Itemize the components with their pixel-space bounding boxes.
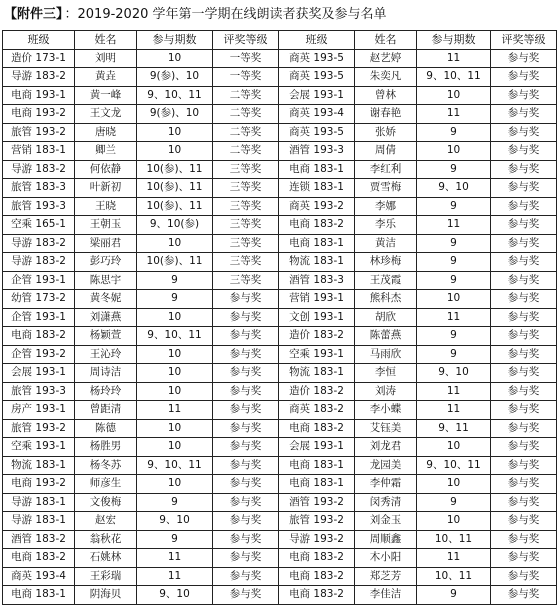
cell-issues: 9、10、11 [137,86,213,105]
cell-name: 李娜 [355,197,417,216]
cell-name: 文俊梅 [75,493,137,512]
cell-issues: 9(参)、10 [137,105,213,124]
cell-award: 参与奖 [491,493,557,512]
cell-class: 导游 193-2 [279,530,355,549]
cell-class: 文创 193-1 [279,308,355,327]
cell-name: 彭巧玲 [75,253,137,272]
cell-award: 参与奖 [491,49,557,68]
cell-name: 陈德 [75,419,137,438]
cell-name: 黄一峰 [75,86,137,105]
cell-issues: 9 [417,327,491,346]
cell-award: 参与奖 [491,475,557,494]
cell-class: 导游 183-2 [3,234,75,253]
cell-award: 参与奖 [491,123,557,142]
table-row [3,123,557,142]
cell-name: 何依静 [75,160,137,179]
cell-name: 王朝玉 [75,216,137,235]
cell-award: 三等奖 [213,197,279,216]
cell-award: 二等奖 [213,86,279,105]
cell-class: 物流 183-1 [279,253,355,272]
cell-issues: 9 [137,290,213,309]
cell-award: 三等奖 [213,234,279,253]
cell-award: 参与奖 [213,475,279,494]
cell-class: 电商 183-2 [3,327,75,346]
cell-name: 胡欣 [355,308,417,327]
cell-class: 电商 183-2 [279,567,355,586]
cell-issues: 10(参)、11 [137,253,213,272]
cell-name: 唐晓 [75,123,137,142]
cell-issues: 9 [417,493,491,512]
cell-name: 周诗洁 [75,364,137,383]
table-row [3,382,557,401]
cell-class: 电商 183-2 [279,216,355,235]
cell-name: 王茂霞 [355,271,417,290]
cell-award: 参与奖 [213,308,279,327]
cell-name: 刘明 [75,49,137,68]
cell-class: 电商 193-1 [3,86,75,105]
table-row [3,549,557,568]
cell-issues: 9、10、11 [417,456,491,475]
cell-award: 参与奖 [491,197,557,216]
cell-award: 参与奖 [213,512,279,531]
cell-award: 参与奖 [491,216,557,235]
cell-name: 刘龙君 [355,438,417,457]
column-header-award: 评奖等级 [491,31,557,50]
cell-award: 参与奖 [213,364,279,383]
cell-award: 参与奖 [213,345,279,364]
cell-class: 电商 193-2 [3,105,75,124]
cell-award: 参与奖 [491,105,557,124]
cell-class: 物流 183-1 [279,364,355,383]
cell-award: 参与奖 [213,290,279,309]
cell-issues: 9 [417,234,491,253]
table-row [3,105,557,124]
cell-name: 李恒 [355,364,417,383]
cell-issues: 11 [417,49,491,68]
cell-award: 参与奖 [213,382,279,401]
cell-issues: 10 [137,234,213,253]
cell-issues: 9 [137,530,213,549]
table-row [3,197,557,216]
cell-award: 参与奖 [491,419,557,438]
cell-name: 李小蝶 [355,401,417,420]
cell-class: 导游 183-2 [3,160,75,179]
cell-award: 参与奖 [491,179,557,198]
cell-name: 阴海贝 [75,586,137,605]
cell-issues: 10、11 [417,567,491,586]
table-row [3,475,557,494]
attachment-tag: 【附件三】 [4,7,63,22]
table-header-row [3,31,557,50]
cell-name: 周倩 [355,142,417,161]
cell-name: 黄洁 [355,234,417,253]
cell-class: 酒管 193-3 [279,142,355,161]
cell-award: 参与奖 [213,586,279,605]
cell-name: 李仲霜 [355,475,417,494]
cell-award: 三等奖 [213,216,279,235]
cell-class: 企管 193-1 [3,271,75,290]
cell-name: 王晓 [75,197,137,216]
cell-award: 参与奖 [491,456,557,475]
cell-class: 企管 193-1 [3,308,75,327]
table-row [3,290,557,309]
cell-award: 参与奖 [491,290,557,309]
cell-class: 商英 183-2 [279,401,355,420]
cell-name: 杨玲玲 [75,382,137,401]
cell-issues: 10 [417,86,491,105]
table-row [3,68,557,87]
cell-issues: 9 [137,271,213,290]
cell-award: 一等奖 [213,49,279,68]
table-row [3,512,557,531]
cell-award: 参与奖 [491,86,557,105]
cell-issues: 10(参)、11 [137,160,213,179]
cell-award: 二等奖 [213,123,279,142]
cell-name: 梁丽君 [75,234,137,253]
cell-issues: 11 [417,216,491,235]
cell-award: 参与奖 [213,419,279,438]
cell-issues: 10 [137,438,213,457]
cell-name: 曾林 [355,86,417,105]
table-row [3,456,557,475]
cell-name: 杨冬苏 [75,456,137,475]
table-row [3,586,557,605]
cell-issues: 11 [417,105,491,124]
cell-issues: 9 [417,160,491,179]
cell-class: 会展 193-1 [279,438,355,457]
cell-name: 马雨欣 [355,345,417,364]
cell-name: 翁秋花 [75,530,137,549]
cell-name: 叶新初 [75,179,137,198]
cell-class: 造价 173-1 [3,49,75,68]
cell-class: 营销 193-1 [279,290,355,309]
cell-issues: 9、10(参) [137,216,213,235]
cell-award: 参与奖 [213,493,279,512]
cell-name: 熊科杰 [355,290,417,309]
cell-name: 李佳洁 [355,586,417,605]
cell-name: 黄垚 [75,68,137,87]
cell-award: 参与奖 [491,530,557,549]
cell-issues: 9 [417,253,491,272]
cell-name: 谢春艳 [355,105,417,124]
cell-name: 贾雪梅 [355,179,417,198]
cell-class: 企管 193-2 [3,345,75,364]
cell-name: 刘涛 [355,382,417,401]
cell-award: 二等奖 [213,142,279,161]
cell-award: 参与奖 [491,512,557,531]
cell-issues: 10(参)、11 [137,197,213,216]
cell-name: 朱奕凡 [355,68,417,87]
table-row [3,327,557,346]
cell-award: 参与奖 [491,142,557,161]
cell-class: 电商 183-1 [279,234,355,253]
cell-class: 商英 193-5 [279,49,355,68]
table-row [3,308,557,327]
cell-name: 木小阳 [355,549,417,568]
cell-class: 旅管 193-2 [3,419,75,438]
cell-class: 造价 183-2 [279,327,355,346]
cell-class: 营销 183-1 [3,142,75,161]
cell-issues: 10 [417,438,491,457]
cell-issues: 9、11 [417,419,491,438]
cell-class: 会展 193-1 [3,364,75,383]
cell-class: 旅管 193-2 [3,123,75,142]
cell-award: 参与奖 [491,68,557,87]
cell-issues: 11 [137,549,213,568]
cell-name: 郑芝芳 [355,567,417,586]
cell-award: 三等奖 [213,160,279,179]
cell-name: 张娇 [355,123,417,142]
cell-award: 参与奖 [491,308,557,327]
cell-award: 参与奖 [491,160,557,179]
cell-class: 电商 183-2 [279,586,355,605]
cell-class: 导游 183-2 [3,68,75,87]
cell-award: 参与奖 [491,364,557,383]
cell-issues: 11 [417,382,491,401]
cell-class: 商英 193-4 [3,567,75,586]
cell-issues: 10 [137,382,213,401]
cell-award: 参与奖 [491,234,557,253]
cell-class: 连锁 183-1 [279,179,355,198]
cell-name: 卿兰 [75,142,137,161]
table-row [3,253,557,272]
table-row [3,234,557,253]
cell-name: 李乐 [355,216,417,235]
cell-name: 刘潇燕 [75,308,137,327]
table-row [3,567,557,586]
cell-issues: 9、10 [417,179,491,198]
cell-issues: 9 [137,493,213,512]
cell-issues: 10 [137,49,213,68]
cell-name: 龙园美 [355,456,417,475]
cell-issues: 10、11 [417,530,491,549]
cell-issues: 11 [417,549,491,568]
table-row [3,419,557,438]
table-row [3,142,557,161]
cell-issues: 10 [417,142,491,161]
cell-award: 参与奖 [491,438,557,457]
cell-award: 参与奖 [213,530,279,549]
cell-class: 电商 183-1 [3,586,75,605]
cell-award: 参与奖 [491,271,557,290]
cell-award: 三等奖 [213,253,279,272]
cell-award: 参与奖 [491,401,557,420]
cell-name: 王文龙 [75,105,137,124]
cell-class: 商英 193-5 [279,123,355,142]
table-row [3,364,557,383]
table-row [3,401,557,420]
table-row [3,86,557,105]
cell-issues: 9、10 [137,512,213,531]
cell-issues: 9 [417,123,491,142]
cell-issues: 9、10、11 [417,68,491,87]
cell-class: 幼管 173-2 [3,290,75,309]
cell-class: 会展 193-1 [279,86,355,105]
cell-issues: 9、10 [137,586,213,605]
cell-issues: 9 [417,271,491,290]
cell-issues: 9、10 [417,364,491,383]
cell-class: 商英 193-2 [279,197,355,216]
cell-class: 酒管 193-2 [279,493,355,512]
cell-award: 参与奖 [213,438,279,457]
title-text: ：2019-2020 学年第一学期在线朗读者获奖及参与名单 [64,7,387,22]
cell-class: 商英 193-5 [279,68,355,87]
cell-award: 参与奖 [491,382,557,401]
cell-class: 电商 193-2 [3,475,75,494]
cell-class: 造价 183-2 [279,382,355,401]
cell-issues: 9 [417,345,491,364]
cell-class: 电商 183-1 [279,160,355,179]
cell-award: 三等奖 [213,179,279,198]
cell-name: 艾钰美 [355,419,417,438]
column-header-issues: 参与期数 [137,31,213,50]
cell-class: 旅管 183-3 [3,179,75,198]
cell-issues: 11 [417,308,491,327]
cell-award: 参与奖 [491,586,557,605]
award-roster-table [2,30,557,605]
cell-issues: 10 [137,142,213,161]
column-header-class: 班级 [3,31,75,50]
document-title [4,4,387,26]
table-row [3,160,557,179]
table-row [3,271,557,290]
cell-class: 电商 183-2 [279,549,355,568]
cell-award: 参与奖 [213,549,279,568]
column-header-name: 姓名 [355,31,417,50]
cell-class: 导游 183-1 [3,493,75,512]
cell-class: 导游 183-2 [3,253,75,272]
cell-name: 黄冬妮 [75,290,137,309]
cell-name: 杨颖萱 [75,327,137,346]
cell-class: 物流 183-1 [3,456,75,475]
cell-award: 参与奖 [491,567,557,586]
cell-issues: 9 [417,197,491,216]
cell-class: 电商 183-2 [279,419,355,438]
cell-name: 师彦生 [75,475,137,494]
cell-class: 旅管 193-3 [3,197,75,216]
cell-name: 林珍梅 [355,253,417,272]
cell-issues: 10 [417,475,491,494]
table-row [3,345,557,364]
cell-class: 空乘 193-1 [279,345,355,364]
column-header-issues: 参与期数 [417,31,491,50]
cell-issues: 11 [417,401,491,420]
cell-name: 王彩瑞 [75,567,137,586]
cell-issues: 10 [137,364,213,383]
cell-name: 陈蕾燕 [355,327,417,346]
cell-award: 一等奖 [213,68,279,87]
table-row [3,438,557,457]
cell-class: 电商 183-1 [279,475,355,494]
cell-issues: 9、10、11 [137,327,213,346]
cell-issues: 10 [137,308,213,327]
table-row [3,216,557,235]
cell-issues: 10 [137,123,213,142]
table-row [3,179,557,198]
cell-class: 导游 183-1 [3,512,75,531]
cell-issues: 10 [137,345,213,364]
cell-award: 参与奖 [213,327,279,346]
cell-name: 石姚林 [75,549,137,568]
cell-issues: 9(参)、10 [137,68,213,87]
table-row [3,530,557,549]
cell-name: 闵秀清 [355,493,417,512]
column-header-name: 姓名 [75,31,137,50]
cell-issues: 10 [137,419,213,438]
column-header-award: 评奖等级 [213,31,279,50]
cell-name: 陈思宇 [75,271,137,290]
cell-class: 商英 193-4 [279,105,355,124]
cell-award: 参与奖 [491,327,557,346]
cell-class: 电商 183-1 [279,456,355,475]
cell-name: 王沁玲 [75,345,137,364]
cell-name: 周顺鑫 [355,530,417,549]
cell-award: 参与奖 [491,549,557,568]
cell-issues: 10(参)、11 [137,179,213,198]
cell-issues: 10 [137,475,213,494]
cell-class: 酒管 183-3 [279,271,355,290]
cell-award: 参与奖 [213,456,279,475]
cell-class: 旅管 193-3 [3,382,75,401]
cell-class: 空乘 193-1 [3,438,75,457]
cell-class: 旅管 193-2 [279,512,355,531]
cell-name: 刘金玉 [355,512,417,531]
cell-class: 电商 183-2 [3,549,75,568]
cell-award: 三等奖 [213,271,279,290]
table-row [3,493,557,512]
cell-award: 参与奖 [491,253,557,272]
cell-award: 参与奖 [491,345,557,364]
cell-issues: 11 [137,401,213,420]
cell-name: 曾距清 [75,401,137,420]
cell-name: 赵艺婷 [355,49,417,68]
cell-class: 房产 193-1 [3,401,75,420]
cell-name: 杨胜男 [75,438,137,457]
cell-award: 参与奖 [213,567,279,586]
cell-class: 酒管 183-2 [3,530,75,549]
cell-issues: 10 [417,290,491,309]
cell-issues: 9 [417,586,491,605]
cell-class: 空乘 165-1 [3,216,75,235]
cell-issues: 10 [417,512,491,531]
cell-name: 赵宏 [75,512,137,531]
table-row [3,49,557,68]
cell-award: 二等奖 [213,105,279,124]
cell-award: 参与奖 [213,401,279,420]
cell-issues: 9、10、11 [137,456,213,475]
column-header-class: 班级 [279,31,355,50]
cell-name: 李红利 [355,160,417,179]
cell-issues: 11 [137,567,213,586]
